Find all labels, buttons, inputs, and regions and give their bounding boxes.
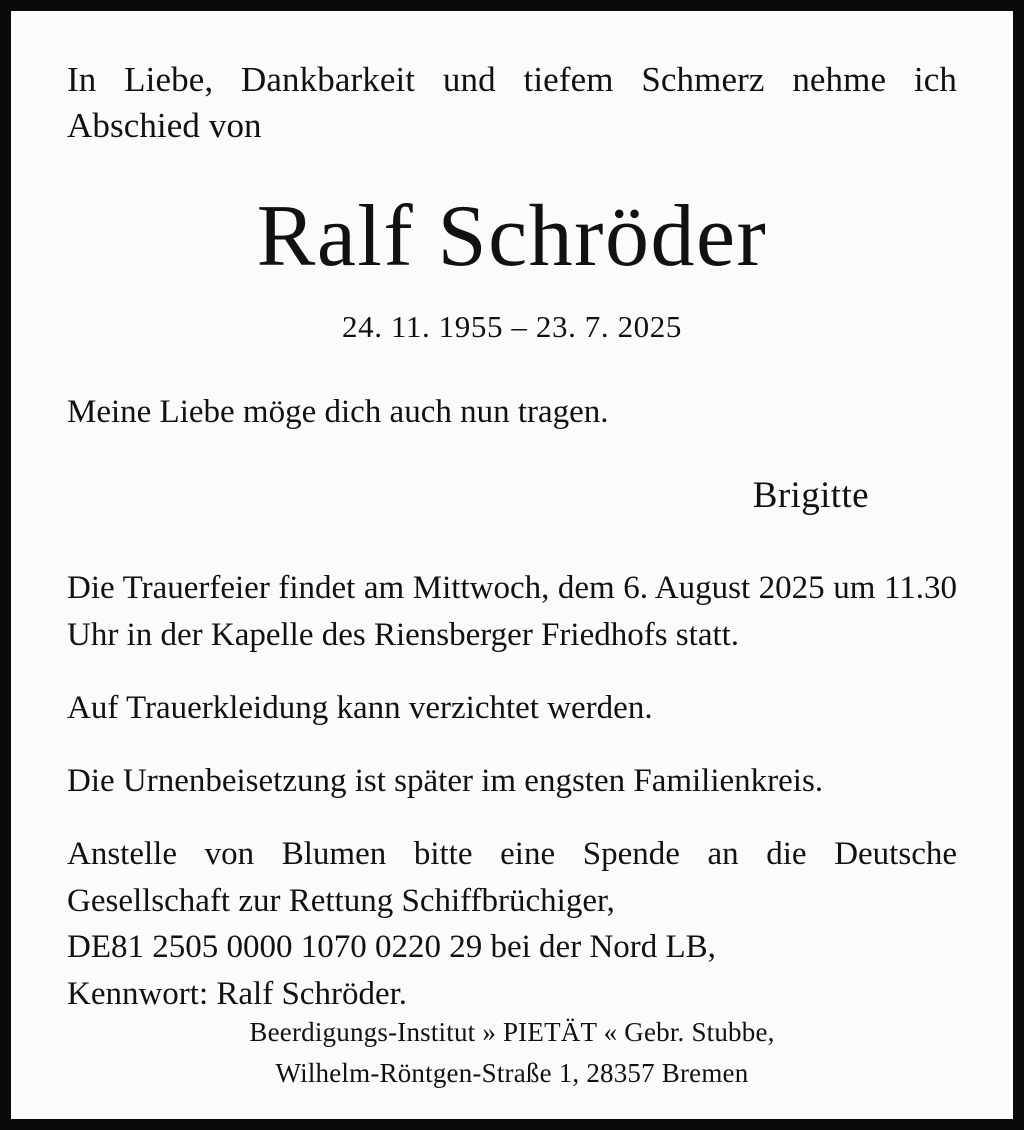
epitaph-text: Meine Liebe möge dich auch nun tragen.	[67, 394, 609, 431]
service-details: Die Trauerfeier findet am Mittwoch, dem 6. August 2025 um 11.30 Uhr in der Kapelle des Riensberger Friedhofs statt.	[67, 570, 957, 654]
funeral-home-footer	[11, 1012, 1013, 1093]
dress-code-note: Auf Trauerkleidung kann verzichtet werden.	[67, 689, 653, 726]
donation-keyword: Kennwort: Ralf Schröder.	[67, 976, 408, 1013]
donation-request: Anstelle von Blumen bitte eine Spende an die Deutsche Gesellschaft zur Rettung Schiffbrüchiger,	[67, 835, 957, 919]
funeral-home-name: Beerdigungs-Institut » PIETÄT « Gebr. Stubbe,	[249, 1017, 775, 1047]
donation-bank-details: DE81 2505 0000 1070 0220 29 bei der Nord LB,	[67, 929, 716, 966]
urn-burial-note: Die Urnenbeisetzung ist später im engsten Familienkreis.	[67, 762, 824, 799]
signature-name: Brigitte	[752, 475, 869, 517]
funeral-home-address: Wilhelm-Röntgen-Straße 1, 28357 Bremen	[275, 1057, 749, 1088]
intro-text: In Liebe, Dankbarkeit und tiefem Schmerz nehme ich Abschied von	[67, 60, 957, 146]
life-dates: 24. 11. 1955 – 23. 7. 2025	[342, 309, 682, 345]
notice-content	[11, 11, 1013, 1119]
deceased-name: Ralf Schröder	[256, 188, 768, 286]
